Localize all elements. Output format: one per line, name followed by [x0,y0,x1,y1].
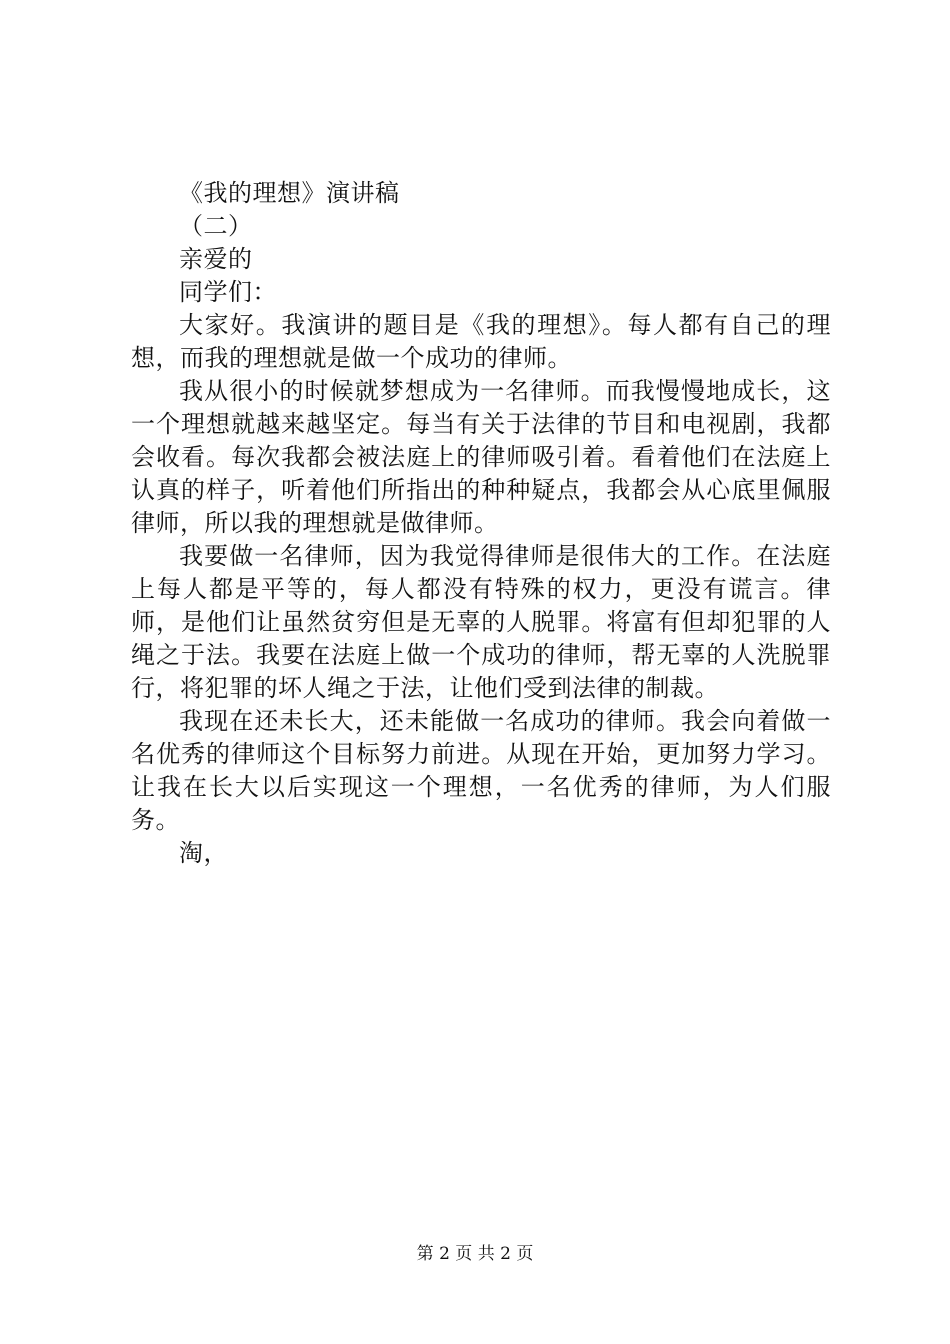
document-subtitle: （二） [179,212,253,240]
page-number-footer: 第 2 页 共 2 页 [416,1244,534,1264]
closing-text: 淘， [179,839,228,867]
paragraph-future: 我现在还未长大，还未能做一名成功的律师。我会向着做一名优秀的律师这个目标努力前进。从现在开始，更加努力学习。让我在长大以后实现这一个理想，一名优秀的律师，为人们服务。 [131,707,831,834]
paragraph-dream: 我从很小的时候就梦想成为一名律师。而我慢慢地成长，这一个理想就越来越坚定。每当有关于法律的节目和电视剧，我都会收看。每次我都会被法庭上的律师吸引着。看着他们在法庭上认真的样子，听着他们所指出的种种疑点，我都会从心底里佩服律师，所以我的理想就是做律师。 [131,377,831,537]
document-body [131,177,831,870]
paragraph-reason: 我要做一名律师，因为我觉得律师是很伟大的工作。在法庭上每人都是平等的，每人都没有特殊的权力，更没有谎言。律师，是他们让虽然贫穷但是无辜的人脱罪。将富有但却犯罪的人绳之于法。我要在法庭上做一个成功的律师，帮无辜的人洗脱罪行，将犯罪的坏人绳之于法，让他们受到法律的制裁。 [131,542,831,702]
salutation-line-2: 同学们： [179,278,277,306]
document-title: 《我的理想》演讲稿 [179,179,400,207]
salutation-line-1: 亲爱的 [179,245,253,273]
paragraph-greeting: 大家好。我演讲的题目是《我的理想》。每人都有自己的理想，而我的理想就是做一个成功的律师。 [131,311,831,372]
